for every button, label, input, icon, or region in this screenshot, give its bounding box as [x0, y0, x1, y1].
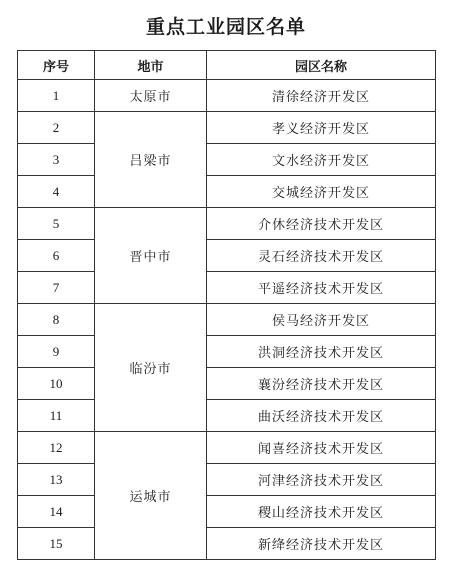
table-row [18, 240, 436, 272]
row-number: 5 [18, 208, 95, 240]
park-table [17, 50, 436, 560]
park-name-cell: 平遥经济技术开发区 [207, 272, 436, 304]
park-name-cell: 清徐经济开发区 [207, 80, 436, 112]
table-row [18, 272, 436, 304]
park-name-cell: 河津经济技术开发区 [207, 464, 436, 496]
park-name-cell: 襄汾经济技术开发区 [207, 368, 436, 400]
row-number: 12 [18, 432, 95, 464]
table-row [18, 80, 436, 112]
park-name-cell: 闻喜经济技术开发区 [207, 432, 436, 464]
park-name-cell: 灵石经济技术开发区 [207, 240, 436, 272]
row-number: 8 [18, 304, 95, 336]
row-number: 3 [18, 144, 95, 176]
row-number: 4 [18, 176, 95, 208]
page-title: 重点工业园区名单 [145, 16, 306, 38]
row-number: 15 [18, 528, 95, 560]
table-row [18, 336, 436, 368]
row-number: 9 [18, 336, 95, 368]
table-row [18, 528, 436, 560]
park-name-cell: 稷山经济技术开发区 [207, 496, 436, 528]
table-row [18, 400, 436, 432]
header-number: 序号 [18, 51, 95, 80]
table-row [18, 464, 436, 496]
park-name-cell: 文水经济开发区 [207, 144, 436, 176]
table-row [18, 432, 436, 464]
table-body [18, 80, 436, 560]
row-number: 13 [18, 464, 95, 496]
city-cell: 晋中市 [95, 208, 207, 304]
city-cell: 太原市 [95, 80, 207, 112]
table-row [18, 496, 436, 528]
table-row [18, 144, 436, 176]
header-city: 地市 [95, 51, 207, 80]
row-number: 1 [18, 80, 95, 112]
city-cell: 运城市 [95, 432, 207, 560]
table-row [18, 112, 436, 144]
row-number: 10 [18, 368, 95, 400]
park-name-cell: 新绛经济技术开发区 [207, 528, 436, 560]
park-name-cell: 交城经济开发区 [207, 176, 436, 208]
row-number: 7 [18, 272, 95, 304]
city-cell: 吕梁市 [95, 112, 207, 208]
row-number: 6 [18, 240, 95, 272]
table-row [18, 368, 436, 400]
row-number: 2 [18, 112, 95, 144]
table-row [18, 304, 436, 336]
header-park-name: 园区名称 [207, 51, 436, 80]
city-cell: 临汾市 [95, 304, 207, 432]
park-name-cell: 介休经济技术开发区 [207, 208, 436, 240]
table-header-row [18, 51, 436, 80]
park-name-cell: 洪洞经济技术开发区 [207, 336, 436, 368]
table-row [18, 176, 436, 208]
park-name-cell: 侯马经济开发区 [207, 304, 436, 336]
table-row [18, 208, 436, 240]
row-number: 14 [18, 496, 95, 528]
park-name-cell: 孝义经济开发区 [207, 112, 436, 144]
park-name-cell: 曲沃经济技术开发区 [207, 400, 436, 432]
row-number: 11 [18, 400, 95, 432]
